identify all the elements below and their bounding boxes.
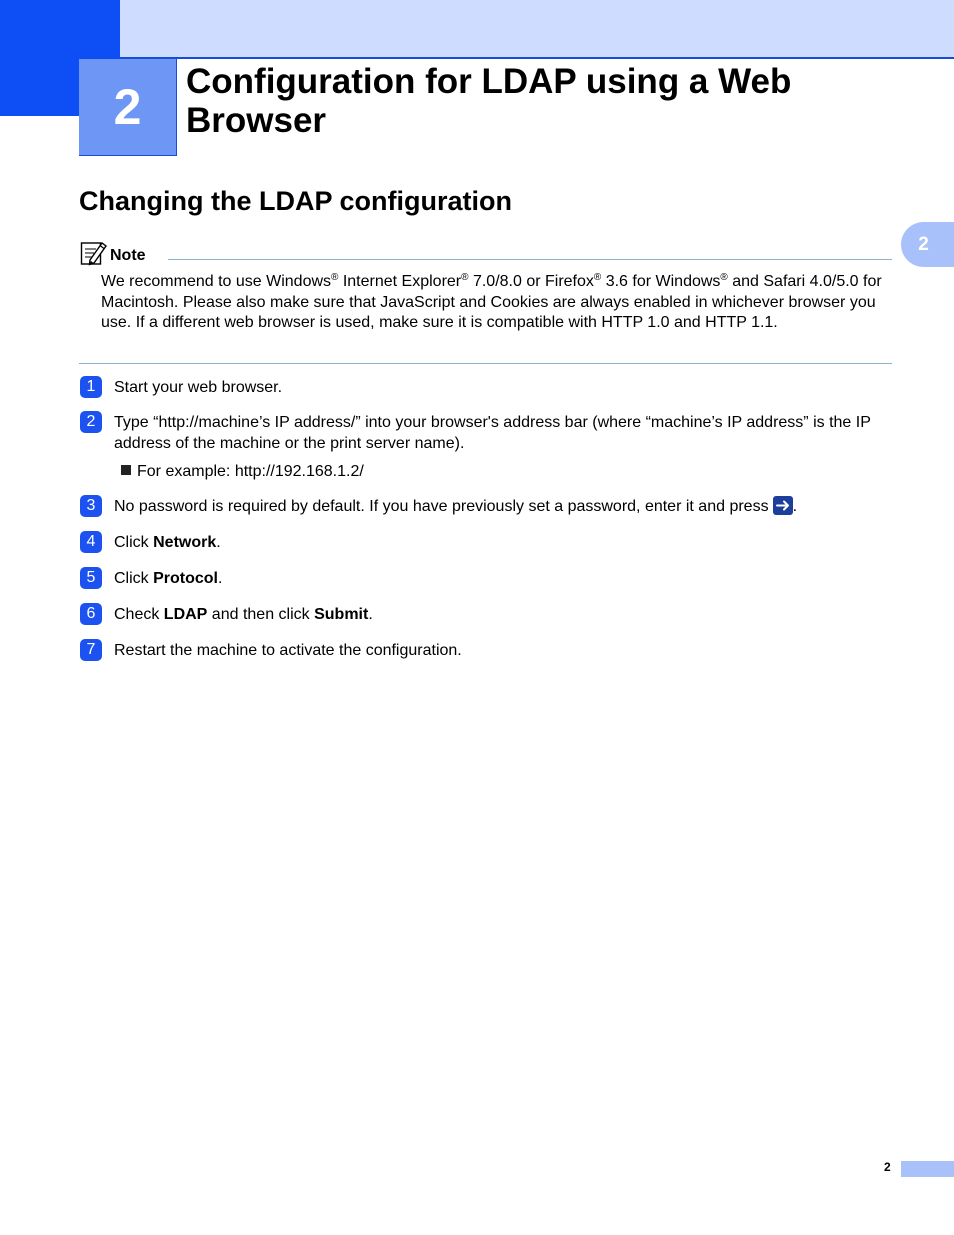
step-4-badge: 4 — [80, 531, 102, 553]
step-5-text: Click Protocol. — [114, 570, 223, 587]
step-3-text: No password is required by default. If you have previously set a password, enter it and press . — [114, 496, 894, 517]
step-4-text: Click Network. — [114, 534, 221, 551]
header-band — [0, 0, 954, 58]
chapter-side-tab — [901, 222, 954, 267]
bullet-marker — [121, 465, 131, 475]
step-6-badge: 6 — [80, 603, 102, 625]
note-pencil-icon — [80, 239, 108, 266]
protocol-label: Protocol — [153, 570, 218, 587]
enter-arrow-icon — [773, 496, 793, 515]
section-title: Changing the LDAP configuration — [79, 186, 512, 216]
ldap-label: LDAP — [163, 606, 208, 623]
note-text: We recommend to use Windows® Internet Explorer® 7.0/8.0 or Firefox® 3.6 for Windows® and Safari 4.0/5.0 for Macintosh. Please also make sure that JavaScript and Cookies are always enabled in whichever browser you use. If a different web browser is used, make sure it is compatible with HTTP 1.0 and HTTP 1.1. — [101, 272, 882, 331]
chapter-number-box — [79, 59, 177, 156]
page-number: 2 — [884, 1160, 891, 1174]
chapter-number: 2 — [113, 79, 142, 135]
step-1-text: Start your web browser. — [114, 379, 283, 396]
network-label: Network — [153, 534, 217, 551]
note-divider-top — [168, 259, 892, 260]
step-2-text: Type “http://machine’s IP address/” into your browser's address bar (where “machine’s IP address” is the IP address of the machine or the print server name). — [114, 414, 871, 452]
step-6-text: Check LDAP and then click Submit. — [114, 606, 373, 623]
step-2-example: For example: http://192.168.1.2/ — [137, 463, 364, 480]
step-5-badge: 5 — [80, 567, 102, 589]
step-7-text: Restart the machine to activate the configuration. — [114, 642, 462, 659]
note-divider-bottom — [79, 363, 892, 364]
submit-label: Submit — [314, 606, 369, 623]
note-label: Note — [110, 247, 146, 264]
step-7-badge: 7 — [80, 639, 102, 661]
header-rule — [120, 57, 954, 59]
side-tab-label: 2 — [918, 233, 929, 255]
chapter-title: Configuration for LDAP using a Web Browser — [186, 62, 792, 140]
step-2-badge: 2 — [80, 411, 102, 433]
step-3-badge: 3 — [80, 495, 102, 517]
step-1-badge: 1 — [80, 376, 102, 398]
footer-tab — [901, 1161, 954, 1177]
